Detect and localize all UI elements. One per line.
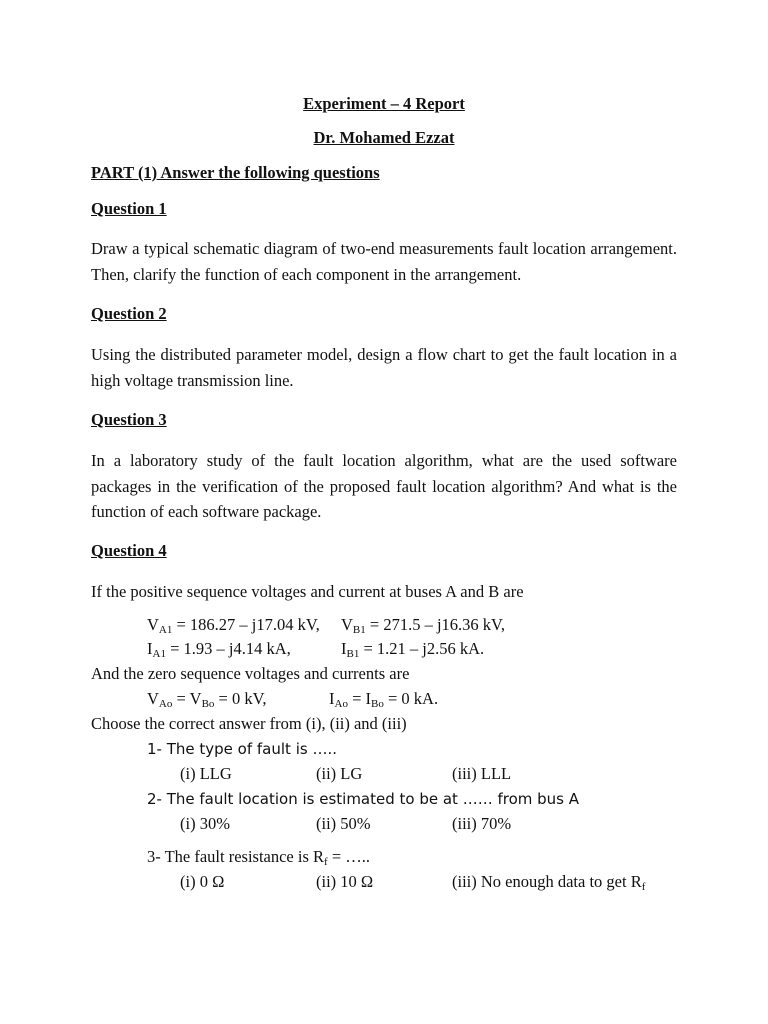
- part-heading: PART (1) Answer the following questions: [91, 163, 380, 182]
- question-4-heading: Question 4: [91, 541, 167, 560]
- voltage-b1: $V_{B1} = 271.5 - j16.36$ kV,: [341, 615, 505, 636]
- subquestion-1-label: 1- The type of fault is …..: [147, 740, 337, 758]
- document-author: Dr. Mohamed Ezzat: [313, 128, 455, 147]
- subquestion-3-option-1: (i) 0 Ω: [180, 872, 225, 891]
- question-1-heading: Question 1: [91, 199, 167, 218]
- question-2-text: Using the distributed parameter model, design a flow chart to get the fault location in a high voltage transmission line.: [91, 345, 677, 390]
- voltage-a1: $V_{A1} = 186.27 - j17.04$ kV,: [147, 615, 320, 636]
- question-2-heading: Question 2: [91, 304, 167, 323]
- subquestion-3-option-2: (ii) 10 Ω: [316, 872, 374, 891]
- subquestion-2-option-1: (i) 30%: [180, 814, 230, 833]
- zero-sequence-intro: And the zero sequence voltages and currents are: [91, 664, 410, 683]
- current-b1: $I_{B1} = 1.21 - j2.56$ kA.: [341, 639, 485, 660]
- subquestion-1-option-1: (i) LLG: [180, 764, 232, 783]
- zero-voltages: $V_{Ao} = V_{Bo} = 0$ kV,: [147, 689, 267, 710]
- question-3-text: In a laboratory study of the fault location algorithm, what are the used software packages in the verification of the proposed fault location algorithm? And what is the function of each software package.: [91, 451, 677, 521]
- subquestion-1-option-2: (ii) LG: [316, 764, 363, 783]
- question-1-text: Draw a typical schematic diagram of two-end measurements fault location arrangement. Then, clarify the function of each component in the arrangement.: [91, 239, 677, 284]
- choose-instruction: Choose the correct answer from (i), (ii) and (iii): [91, 714, 407, 733]
- subquestion-2-option-3: (iii) 70%: [452, 814, 512, 833]
- subquestion-2-label: 2- The fault location is estimated to be at …… from bus A: [147, 790, 580, 808]
- zero-currents: $I_{Ao} = I_{Bo} = 0$ kA.: [329, 689, 439, 710]
- question-4-intro: If the positive sequence voltages and current at buses A and B are: [91, 582, 524, 601]
- subquestion-1-option-3: (iii) LLL: [452, 764, 512, 783]
- document-title: Experiment – 4 Report: [303, 94, 465, 113]
- subquestion-2-option-2: (ii) 50%: [316, 814, 371, 833]
- question-3-heading: Question 3: [91, 410, 167, 429]
- current-a1: $I_{A1} = 1.93 - j4.14$ kA,: [147, 639, 291, 660]
- subquestion-3-option-3: (iii) No enough data to get $R_f$: [452, 872, 646, 893]
- subquestion-3-label: 3- The fault resistance is $R_f$ = …..: [147, 847, 371, 868]
